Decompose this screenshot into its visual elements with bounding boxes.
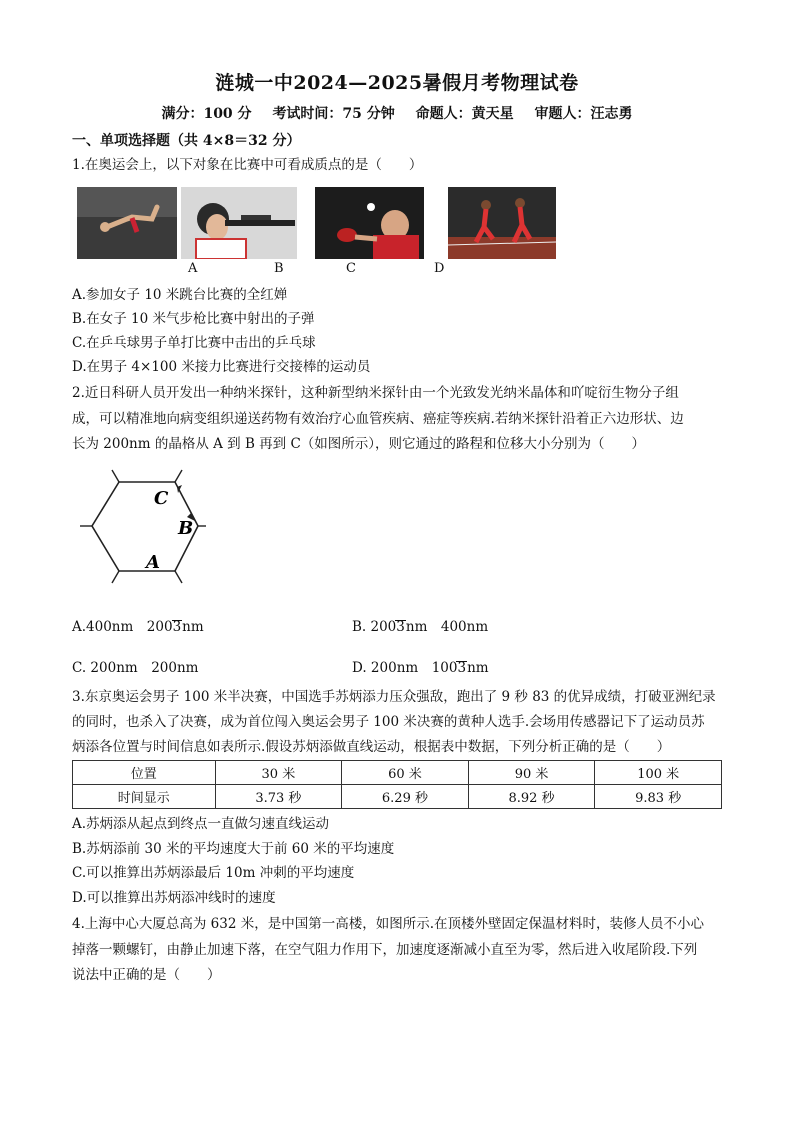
table-cell: 9.83 秒 bbox=[595, 785, 722, 809]
photo-label-d: D bbox=[434, 261, 445, 276]
q2-stem-line1: 2.近日科研人员开发出一种纳米探针，这种新型纳米探针由一个光致发光纳米晶体和吖啶衍生物分子组 bbox=[72, 385, 679, 401]
q2-option-c: C. 200nm 200nm bbox=[72, 660, 199, 676]
hex-label-a: A bbox=[146, 552, 160, 573]
q2-stem-line3: 长为 200nm 的晶格从 A 到 B 再到 C（如图所示），则它通过的路程和位移大小分别为（ ） bbox=[72, 436, 646, 452]
shooter-photo bbox=[181, 187, 297, 259]
q1-stem: 1.在奥运会上，以下对象在比赛中可看成质点的是（ ） bbox=[72, 157, 423, 173]
table-cell: 100 米 bbox=[595, 761, 722, 785]
position-time-table bbox=[72, 760, 722, 809]
q1-option-d: D.在男子 4×100 米接力比赛进行交接棒的运动员 bbox=[72, 359, 371, 375]
q2-option-a: A.400nm 2003nm bbox=[72, 619, 204, 635]
exam-info bbox=[0, 103, 794, 123]
table-cell: 30 米 bbox=[215, 761, 342, 785]
relay-photo bbox=[448, 187, 556, 259]
q4-stem-line2: 掉落一颗螺钉，由静止加速下落，在空气阻力作用下，加速度逐渐减小直至为零，然后进入收尾阶段.下列 bbox=[72, 942, 698, 958]
section-heading: 一、单项选择题（共 4×8＝32 分） bbox=[72, 133, 301, 149]
exam-title: 涟城一中2024—2025暑假月考物理试卷 bbox=[215, 72, 579, 94]
q1-option-c: C.在乒乓球男子单打比赛中击出的乒乓球 bbox=[72, 335, 316, 351]
question-reviewer: 审题人：汪志勇 bbox=[534, 106, 633, 122]
question-setter: 命题人：黄天星 bbox=[415, 106, 514, 122]
photo-label-a: A bbox=[188, 261, 198, 276]
table-cell: 3.73 秒 bbox=[215, 785, 342, 809]
table-cell: 时间显示 bbox=[73, 785, 216, 809]
table-cell: 位置 bbox=[73, 761, 216, 785]
full-score: 满分：100 分 bbox=[161, 106, 252, 122]
q4-stem-line1: 4.上海中心大厦总高为 632 米，是中国第一高楼，如图所示.在顶楼外壁固定保温材料时，装修人员不小心 bbox=[72, 916, 705, 932]
q1-option-b: B.在女子 10 米气步枪比赛中射出的子弹 bbox=[72, 311, 315, 327]
q3-stem-line1: 3.东京奥运会男子 100 米半决赛，中国选手苏炳添力压众强敌，跑出了 9 秒 83 的优异成绩，打破亚洲纪录 bbox=[72, 689, 716, 705]
q3-stem-line3: 炳添各位置与时间信息如表所示.假设苏炳添做直线运动，根据表中数据，下列分析正确的是（ ） bbox=[72, 739, 671, 755]
photo-label-b: B bbox=[274, 261, 284, 276]
exam-time: 考试时间：75 分钟 bbox=[272, 106, 395, 122]
q3-option-a: A.苏炳添从起点到终点一直做匀速直线运动 bbox=[72, 816, 330, 832]
q4-stem-line3: 说法中正确的是（ ） bbox=[72, 967, 221, 983]
hexagon-figure bbox=[78, 465, 208, 590]
q2-option-b: B. 2003nm 400nm bbox=[352, 619, 489, 635]
photo-label-c: C bbox=[346, 261, 356, 276]
q3-stem-line2: 的同时，也杀入了决赛，成为首位闯入奥运会男子 100 米决赛的黄种人选手.会场用传感器记下了运动员苏 bbox=[72, 714, 705, 730]
q2-option-d: D. 200nm 1003nm bbox=[352, 660, 489, 676]
hex-label-b: B bbox=[178, 518, 194, 539]
table-cell: 8.92 秒 bbox=[468, 785, 595, 809]
table-cell: 60 米 bbox=[342, 761, 469, 785]
table-tennis-photo bbox=[315, 187, 424, 259]
table-row bbox=[73, 761, 722, 785]
q3-option-b: B.苏炳添前 30 米的平均速度大于前 60 米的平均速度 bbox=[72, 841, 395, 857]
table-cell: 90 米 bbox=[468, 761, 595, 785]
q2-stem-line2: 成，可以精准地向病变组织递送药物有效治疗心血管疾病、癌症等疾病.若纳米探针沿着正六边形状、边 bbox=[72, 411, 684, 427]
table-cell: 6.29 秒 bbox=[342, 785, 469, 809]
table-row bbox=[73, 785, 722, 809]
q1-option-a: A.参加女子 10 米跳台比赛的全红婵 bbox=[72, 287, 288, 303]
diver-photo bbox=[77, 187, 177, 259]
q3-option-c: C.可以推算出苏炳添最后 10m 冲刺的平均速度 bbox=[72, 865, 355, 881]
q3-option-d: D.可以推算出苏炳添冲线时的速度 bbox=[72, 890, 276, 906]
hex-label-c: C bbox=[154, 488, 169, 509]
